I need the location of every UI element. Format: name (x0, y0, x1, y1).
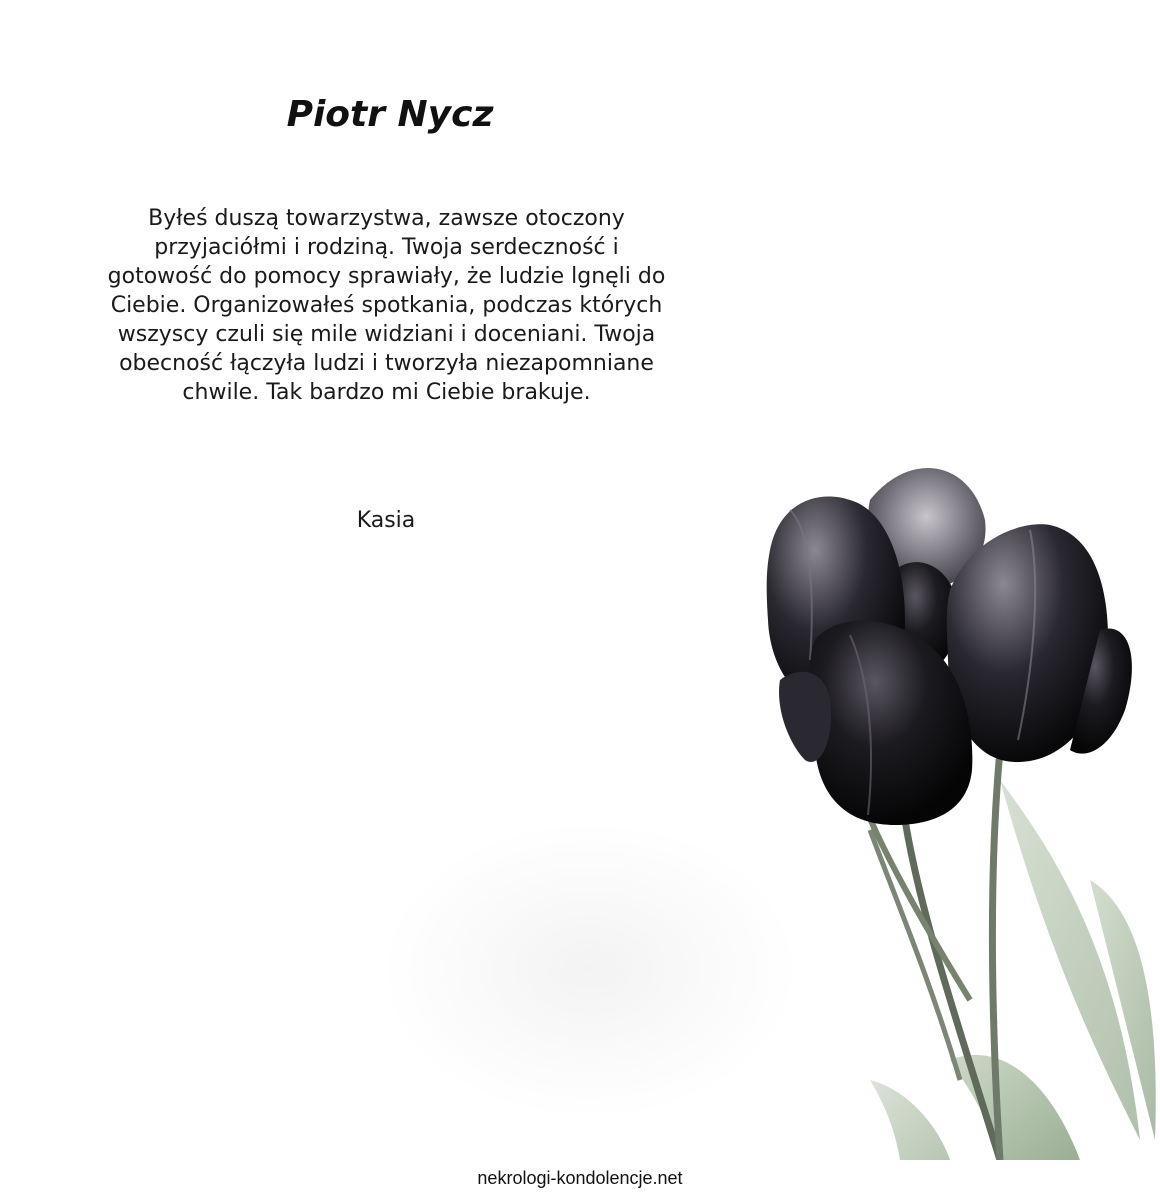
site-footer: nekrologi-kondolencje.net (477, 1168, 683, 1188)
condolence-message: Byłeś duszą towarzystwa, zawsze otoczony przyjaciółmi i rodziną. Twoja serdeczność i gotowość do pomocy sprawiały, że ludzie lgnęli do Ciebie. Organizowałeś spotkania, podczas których wszyscy czuli się mile widziani i doceniani. Twoja obecność łączyła ludzi i tworzyła niezapomniane chwile. Tak bardzo mi Ciebie brakuje. (107, 206, 666, 405)
deceased-name: Piotr Nycz (286, 94, 494, 135)
signature: Kasia (356, 508, 416, 533)
black-tulips-image (700, 440, 1160, 1160)
